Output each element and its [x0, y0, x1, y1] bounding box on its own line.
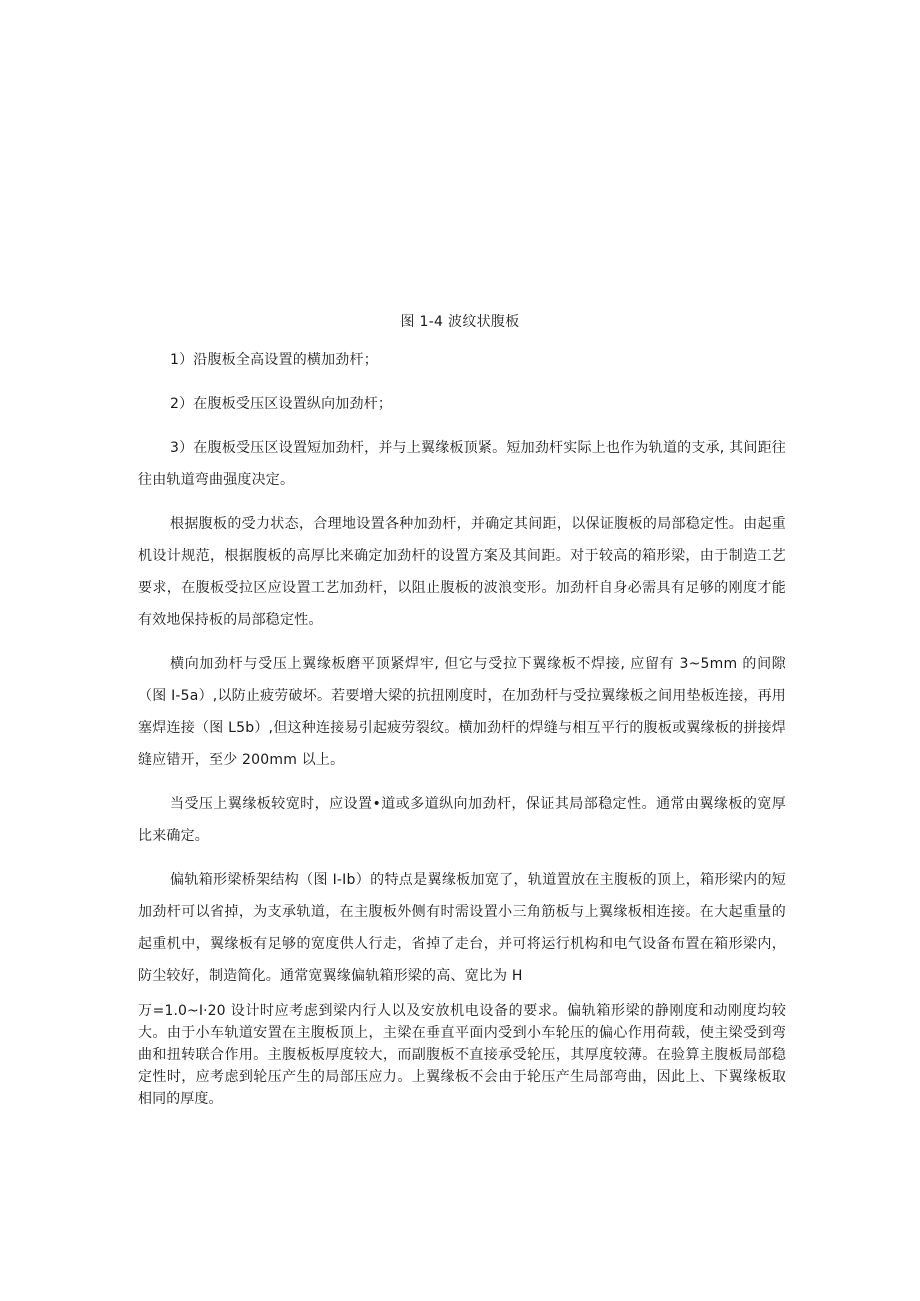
body-text	[138, 344, 786, 1122]
paragraph: 根据腹板的受力状态，合理地设置各种加劲杆，并确定其间距，以保证腹板的局部稳定性。由起重机设计规范，根据腹板的高厚比来确定加劲杆的设置方案及其间距。对于较高的箱形梁，由于制造工艺要求，在腹板受拉区应设置工艺加劲杆，以阻止腹板的波浪变形。加劲杆自身必需具有足够的刚度才能有效地保持板的局部稳定性。	[138, 516, 786, 628]
paragraph: 横向加劲杆与受压上翼缘板磨平顶紧焊牢, 但它与受拉下翼缘板不焊接, 应留有 3~5mm 的间隙（图 I-5a）,以防止疲劳破坏。若要增大梁的抗扭刚度时，在加劲杆与受拉翼缘板之间用垫板连接，再用塞焊连接（图 L5b）,但这种连接易引起疲劳裂纹。横加劲杆的焊缝与相互平行的腹板或翼缘板的拼接焊缝应错开，至少 200mm 以上。	[138, 656, 786, 768]
list-item: 1）沿腹板全高设置的横加劲杆；	[170, 352, 378, 368]
paragraph-continuation: 万=1.0~I·20 设计时应考虑到梁内行人以及安放机电设备的要求。偏轨箱形梁的静刚度和动刚度均较大。由于小车轨道安置在主腹板顶上，主梁在垂直平面内受到小车轮压的偏心作用荷载，使主梁受到弯曲和扭转联合作用。主腹板板厚度较大，而副腹板不直接承受轮压，其厚度较薄。在验算主腹板局部稳定性时，应考虑到轮压产生的局部压应力。上翼缘板不会由于轮压产生局部弯曲，因此上、下翼缘板取相同的厚度。	[138, 1003, 786, 1107]
paragraph: 偏轨箱形梁桥架结构（图 I-Ib）的特点是翼缘板加宽了，轨道置放在主腹板的顶上，箱形梁内的短加劲杆可以省掉，为支承轨道，在主腹板外侧有时需设置小三角筋板与上翼缘板相连接。在大起重量的起重机中，翼缘板有足够的宽度供人行走，省掉了走台，并可将运行机构和电气设备布置在箱形梁内，防尘较好，制造简化。通常宽翼缘偏轨箱形梁的高、宽比为 H	[138, 872, 786, 984]
figure-caption: 图 1-4 波纹状腹板	[400, 314, 520, 330]
paragraph: 当受压上翼缘板较宽时，应设置•道或多道纵向加劲杆，保证其局部稳定性。通常由翼缘板的宽厚比来确定。	[138, 796, 786, 844]
list-item: 2）在腹板受压区设置纵向加劲杆；	[170, 396, 393, 412]
list-item: 3）在腹板受压区设置短加劲杆，并与上翼缘板顶紧。短加劲杆实际上也作为轨道的支承, 其间距往往由轨道弯曲强度决定。	[138, 440, 786, 488]
